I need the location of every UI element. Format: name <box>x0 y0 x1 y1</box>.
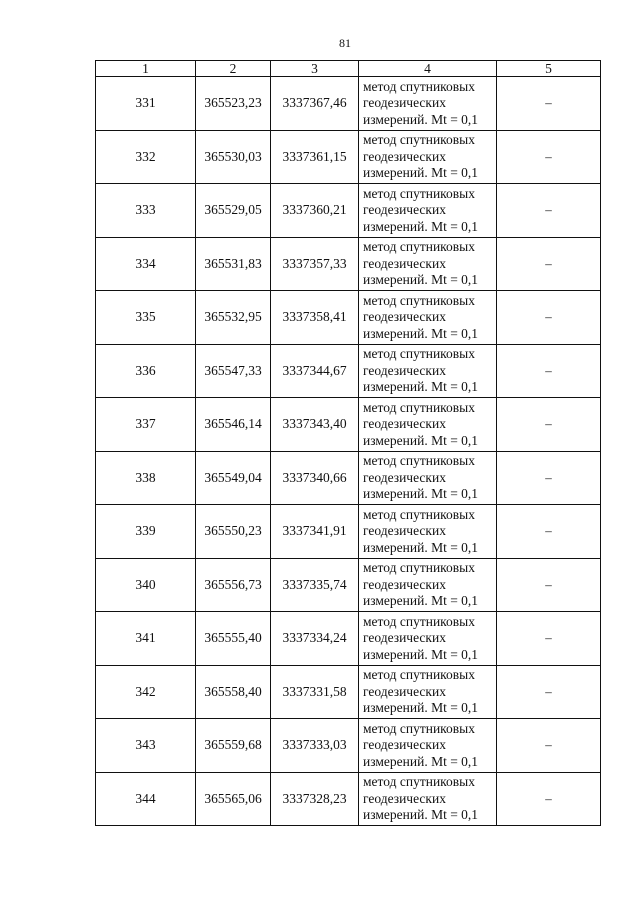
note-cell: – <box>497 398 601 452</box>
note-cell: – <box>497 344 601 398</box>
x-coordinate-cell: 365559,68 <box>196 719 271 773</box>
x-coordinate-cell: 365530,03 <box>196 130 271 184</box>
x-coordinate-cell: 365556,73 <box>196 558 271 612</box>
method-line: геодезических <box>363 416 446 431</box>
method-line: метод спутниковых <box>363 613 475 629</box>
method-cell <box>359 451 497 505</box>
note-cell: – <box>497 184 601 238</box>
method-line: измерений. Mt = 0,1 <box>363 218 479 234</box>
table-row <box>96 612 601 666</box>
y-coordinate-cell: 3337328,23 <box>271 772 359 826</box>
x-coordinate-cell: 365549,04 <box>196 451 271 505</box>
table-row <box>96 77 601 131</box>
table-body <box>96 61 601 826</box>
y-coordinate-cell: 3337357,33 <box>271 237 359 291</box>
table-row <box>96 291 601 345</box>
method-line: геодезических <box>363 202 446 217</box>
y-coordinate-cell: 3337333,03 <box>271 719 359 773</box>
table-row <box>96 237 601 291</box>
column-header: 5 <box>497 61 601 77</box>
note-cell: – <box>497 130 601 184</box>
note-cell: – <box>497 719 601 773</box>
point-number-cell: 344 <box>96 772 196 826</box>
table-row <box>96 344 601 398</box>
point-number-cell: 343 <box>96 719 196 773</box>
x-coordinate-cell: 365555,40 <box>196 612 271 666</box>
table-row <box>96 398 601 452</box>
y-coordinate-cell: 3337331,58 <box>271 665 359 719</box>
method-cell <box>359 130 497 184</box>
x-coordinate-cell: 365529,05 <box>196 184 271 238</box>
method-line: метод спутниковых <box>363 399 475 415</box>
method-line: метод спутниковых <box>363 774 475 789</box>
method-line: метод спутниковых <box>363 239 475 254</box>
point-number-cell: 334 <box>96 237 196 291</box>
y-coordinate-cell: 3337343,40 <box>271 398 359 452</box>
note-cell: – <box>497 558 601 612</box>
method-cell <box>359 237 497 291</box>
point-number-cell: 331 <box>96 77 196 131</box>
method-line: метод спутниковых <box>363 506 475 522</box>
x-coordinate-cell: 365523,23 <box>196 77 271 131</box>
method-line: измерений. Mt = 0,1 <box>363 807 479 822</box>
table-row <box>96 130 601 184</box>
point-number-cell: 336 <box>96 344 196 398</box>
method-line: геодезических <box>363 362 446 378</box>
method-line: геодезических <box>363 309 446 324</box>
point-number-cell: 338 <box>96 451 196 505</box>
y-coordinate-cell: 3337340,66 <box>271 451 359 505</box>
note-cell: – <box>497 237 601 291</box>
method-line: метод спутниковых <box>363 78 475 94</box>
method-line: геодезических <box>363 523 446 538</box>
y-coordinate-cell: 3337367,46 <box>271 77 359 131</box>
method-cell <box>359 398 497 452</box>
column-header: 4 <box>359 61 497 77</box>
method-cell <box>359 344 497 398</box>
table-header-row <box>96 61 601 77</box>
method-cell <box>359 505 497 559</box>
method-line: геодезических <box>363 630 446 645</box>
method-line: геодезических <box>363 469 446 485</box>
method-line: метод спутниковых <box>363 292 475 308</box>
y-coordinate-cell: 3337360,21 <box>271 184 359 238</box>
method-line: измерений. Mt = 0,1 <box>363 272 479 287</box>
method-line: измерений. Mt = 0,1 <box>363 700 479 715</box>
column-header: 1 <box>96 61 196 77</box>
method-line: метод спутниковых <box>363 453 475 468</box>
method-line: метод спутниковых <box>363 132 475 147</box>
method-line: геодезических <box>363 95 446 110</box>
page-number: 81 <box>339 36 351 50</box>
column-header: 2 <box>196 61 271 77</box>
method-line: измерений. Mt = 0,1 <box>363 325 479 341</box>
point-number-cell: 341 <box>96 612 196 666</box>
method-line: геодезических <box>363 576 446 592</box>
method-line: метод спутниковых <box>363 720 475 736</box>
method-line: измерений. Mt = 0,1 <box>363 646 479 662</box>
point-number-cell: 333 <box>96 184 196 238</box>
method-line: геодезических <box>363 683 446 699</box>
table-row <box>96 665 601 719</box>
table-row <box>96 451 601 505</box>
method-cell <box>359 184 497 238</box>
x-coordinate-cell: 365547,33 <box>196 344 271 398</box>
point-number-cell: 337 <box>96 398 196 452</box>
table-row <box>96 184 601 238</box>
method-line: измерений. Mt = 0,1 <box>363 379 479 394</box>
method-line: измерений. Mt = 0,1 <box>363 593 479 608</box>
method-line: геодезических <box>363 737 446 752</box>
method-line: геодезических <box>363 255 446 271</box>
x-coordinate-cell: 365558,40 <box>196 665 271 719</box>
table-row <box>96 505 601 559</box>
method-line: метод спутниковых <box>363 185 475 201</box>
method-line: измерений. Mt = 0,1 <box>363 753 479 769</box>
method-line: метод спутниковых <box>363 346 475 361</box>
point-number-cell: 342 <box>96 665 196 719</box>
note-cell: – <box>497 451 601 505</box>
x-coordinate-cell: 365546,14 <box>196 398 271 452</box>
method-cell <box>359 719 497 773</box>
note-cell: – <box>497 612 601 666</box>
method-line: измерений. Mt = 0,1 <box>363 165 479 180</box>
method-line: измерений. Mt = 0,1 <box>363 432 479 448</box>
table-row <box>96 772 601 826</box>
method-cell <box>359 77 497 131</box>
x-coordinate-cell: 365531,83 <box>196 237 271 291</box>
x-coordinate-cell: 365565,06 <box>196 772 271 826</box>
y-coordinate-cell: 3337335,74 <box>271 558 359 612</box>
x-coordinate-cell: 365550,23 <box>196 505 271 559</box>
note-cell: – <box>497 505 601 559</box>
method-cell <box>359 558 497 612</box>
note-cell: – <box>497 291 601 345</box>
method-line: измерений. Mt = 0,1 <box>363 111 479 127</box>
method-line: метод спутниковых <box>363 560 475 575</box>
coordinates-table <box>95 60 601 826</box>
note-cell: – <box>497 772 601 826</box>
point-number-cell: 335 <box>96 291 196 345</box>
method-cell <box>359 291 497 345</box>
point-number-cell: 340 <box>96 558 196 612</box>
table-row <box>96 558 601 612</box>
y-coordinate-cell: 3337334,24 <box>271 612 359 666</box>
method-line: геодезических <box>363 148 446 164</box>
note-cell: – <box>497 77 601 131</box>
method-cell <box>359 612 497 666</box>
method-line: измерений. Mt = 0,1 <box>363 539 479 555</box>
method-line: геодезических <box>363 790 446 806</box>
method-line: измерений. Mt = 0,1 <box>363 486 479 501</box>
x-coordinate-cell: 365532,95 <box>196 291 271 345</box>
method-line: метод спутниковых <box>363 667 475 682</box>
point-number-cell: 339 <box>96 505 196 559</box>
y-coordinate-cell: 3337344,67 <box>271 344 359 398</box>
y-coordinate-cell: 3337361,15 <box>271 130 359 184</box>
point-number-cell: 332 <box>96 130 196 184</box>
method-cell <box>359 665 497 719</box>
y-coordinate-cell: 3337341,91 <box>271 505 359 559</box>
table-row <box>96 719 601 773</box>
column-header: 3 <box>271 61 359 77</box>
y-coordinate-cell: 3337358,41 <box>271 291 359 345</box>
note-cell: – <box>497 665 601 719</box>
method-cell <box>359 772 497 826</box>
